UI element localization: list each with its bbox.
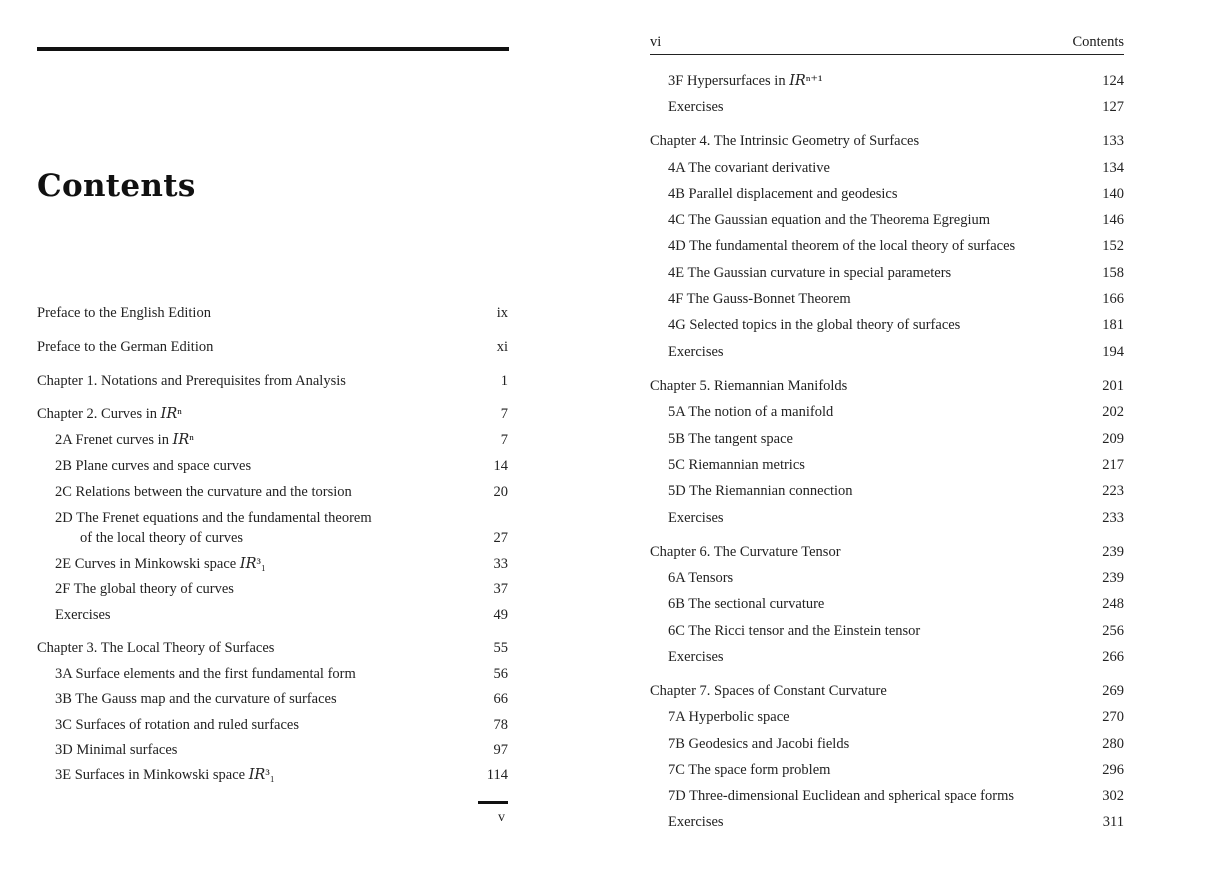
toc-entry-title: 4F The Gauss-Bonnet Theorem [668,291,851,307]
toc-entry-title: 4E The Gaussian curvature in special parameters [668,265,952,281]
toc-entry-title: 5B The tangent space [668,431,793,447]
toc-entry-title: 2E Curves in Minkowski space 𝐼𝑅³₁ [55,556,266,572]
toc-entry-title: Chapter 5. Riemannian Manifolds [650,378,848,394]
toc-entry-page: 27 [493,530,508,546]
toc-entry-title: 6A Tensors [668,570,734,586]
page-number: v [498,810,505,825]
toc-section-entry[interactable] [650,733,1124,755]
toc-entry-title: Preface to the English Edition [37,305,211,321]
toc-entry-title: Chapter 4. The Intrinsic Geometry of Surfaces [650,133,920,149]
toc-entry-title: 5A The notion of a manifold [668,404,834,420]
toc-section-entry[interactable] [650,567,1124,589]
toc-section-entry[interactable] [650,454,1124,476]
toc-entry-page: 202 [1102,404,1124,420]
toc-entry-page: 217 [1102,457,1124,473]
toc-entry-page: 166 [1102,291,1124,307]
toc-entry-page: 239 [1102,544,1124,560]
toc-entry-page: 1 [500,373,508,389]
toc-section-entry[interactable] [650,620,1124,642]
toc-entry-title: 7D Three-dimensional Euclidean and spherical space forms [668,788,1014,804]
toc-entry-title: 3C Surfaces of rotation and ruled surfaces [55,717,300,733]
toc-entry-page: 55 [493,640,508,656]
toc-entry-page: 7 [500,432,508,448]
toc-entry-title: 3E Surfaces in Minkowski space 𝐼𝑅³₁ [55,767,275,783]
toc-entry-page: 296 [1102,762,1124,778]
toc-entry-page: 209 [1102,431,1124,447]
toc-entry-page: 269 [1102,683,1124,699]
running-head [650,32,1124,55]
toc-section-entry[interactable] [37,527,508,549]
toc-entry-title: Exercises [668,510,724,526]
toc-section-entry[interactable] [650,401,1124,423]
toc-entry-title: 7C The space form problem [668,762,831,778]
toc-section-entry[interactable] [650,785,1124,807]
toc-section-entry[interactable] [37,455,508,477]
toc-section-entry[interactable] [650,314,1124,336]
toc-entry-page: 239 [1102,570,1124,586]
toc-entry-page: 114 [486,767,508,783]
toc-chapter-entry[interactable] [37,403,508,425]
toc-entry-page: 280 [1102,736,1124,752]
toc-entry-title: 4B Parallel displacement and geodesics [668,186,898,202]
toc-section-entry[interactable] [650,157,1124,179]
toc-section-entry[interactable] [650,183,1124,205]
toc-entry-page: 270 [1102,709,1124,725]
toc-entry-page: 223 [1102,483,1124,499]
toc-chapter-entry[interactable] [37,336,508,358]
toc-section-entry[interactable] [650,480,1124,502]
toc-section-entry[interactable] [37,481,508,503]
toc-section-entry[interactable] [37,604,508,626]
toc-section-entry[interactable] [650,209,1124,231]
toc-entry-title: of the local theory of curves [80,530,244,546]
toc-section-entry[interactable] [37,764,508,786]
toc-entry-title: Chapter 7. Spaces of Constant Curvature [650,683,887,699]
toc-entry-page: 233 [1102,510,1124,526]
toc-entry-title: 6C The Ricci tensor and the Einstein tensor [668,623,921,639]
toc-entry-title: 7B Geodesics and Jacobi fields [668,736,850,752]
toc-entry-title: 3D Minimal surfaces [55,742,178,758]
toc-entry-page: 146 [1102,212,1124,228]
toc-entry-page: 127 [1102,99,1124,115]
toc-section-entry[interactable] [650,341,1124,363]
toc-section-entry[interactable] [37,714,508,736]
toc-chapter-entry[interactable] [37,370,508,392]
toc-entry-page: 33 [493,556,508,572]
toc-entry-title: 4G Selected topics in the global theory of surfaces [668,317,961,333]
toc-entry-title: Exercises [668,99,724,115]
toc-section-entry[interactable] [37,688,508,710]
toc-section-entry[interactable] [650,96,1124,118]
toc-entry-page: 66 [493,691,508,707]
toc-entry-title: 4A The covariant derivative [668,160,830,176]
toc-entry-page: 134 [1102,160,1124,176]
toc-entry-page: 133 [1102,133,1124,149]
toc-section-entry[interactable] [650,646,1124,668]
folio-rule [478,801,508,804]
toc-entry-title: 3B The Gauss map and the curvature of surfaces [55,691,337,707]
running-head-title: Contents [1072,34,1124,50]
toc-entry-title: Exercises [55,607,111,623]
toc-chapter-entry[interactable] [37,637,508,659]
toc-section-entry[interactable] [37,553,508,575]
toc-entry-title: 5C Riemannian metrics [668,457,805,473]
toc-entry-title: Preface to the German Edition [37,339,214,355]
toc-section-entry[interactable] [650,235,1124,257]
toc-chapter-entry[interactable] [37,302,508,324]
toc-section-entry[interactable] [37,578,508,600]
toc-section-entry[interactable] [37,429,508,451]
toc-entry-page: 311 [1102,814,1124,830]
page-title: Contents [37,168,196,204]
toc-entry-page: 302 [1102,788,1124,804]
toc-entry-page: 56 [493,666,508,682]
toc-entry-title: Chapter 6. The Curvature Tensor [650,544,841,560]
toc-entry-page: 124 [1102,73,1124,89]
top-rule [37,47,509,51]
toc-chapter-entry[interactable] [650,375,1124,397]
toc-entry-page: 181 [1102,317,1124,333]
toc-section-entry[interactable] [37,507,508,529]
toc-section-entry[interactable] [650,507,1124,529]
toc-section-entry[interactable] [650,759,1124,781]
toc-entry-page: 152 [1102,238,1124,254]
toc-entry-page: xi [496,339,508,355]
toc-entry-page: ix [496,305,508,321]
toc-entry-title: 2A Frenet curves in 𝐼𝑅ⁿ [55,432,194,448]
toc-entry-title: Exercises [668,649,724,665]
toc-section-entry[interactable] [650,428,1124,450]
toc-chapter-entry[interactable] [650,130,1124,152]
toc-section-entry[interactable] [650,811,1124,833]
running-head-page-number: vi [650,34,662,50]
toc-entry-title: 3F Hypersurfaces in 𝐼𝑅ⁿ⁺¹ [668,73,823,89]
toc-entry-title: 6B The sectional curvature [668,596,825,612]
toc-entry-page: 140 [1102,186,1124,202]
toc-entry-title: Chapter 1. Notations and Prerequisites from Analysis [37,373,346,389]
toc-entry-title: 5D The Riemannian connection [668,483,853,499]
toc-entry-page: 158 [1102,265,1124,281]
toc-section-entry[interactable] [37,663,508,685]
toc-entry-page: 194 [1102,344,1124,360]
toc-entry-page: 14 [493,458,508,474]
toc-entry-page: 97 [493,742,508,758]
toc-entry-title: 3A Surface elements and the first fundamental form [55,666,356,682]
toc-entry-page: 248 [1102,596,1124,612]
toc-entry-title: 2C Relations between the curvature and the torsion [55,484,352,500]
toc-entry-page: 37 [493,581,508,597]
toc-entry-page: 78 [493,717,508,733]
toc-entry-page: 7 [500,406,508,422]
toc-chapter-entry[interactable] [650,541,1124,563]
toc-entry-page: 266 [1102,649,1124,665]
toc-entry-title: 2B Plane curves and space curves [55,458,252,474]
toc-entry-page: 20 [493,484,508,500]
toc-section-entry[interactable] [37,739,508,761]
toc-entry-page: 256 [1102,623,1124,639]
toc-section-entry[interactable] [650,70,1124,92]
toc-entry-title: 4D The fundamental theorem of the local theory of surfaces [668,238,1016,254]
toc-entry-title: Chapter 2. Curves in 𝐼𝑅ⁿ [37,406,182,422]
toc-entry-page: 49 [493,607,508,623]
toc-entry-page: 201 [1102,378,1124,394]
toc-entry-title: Exercises [668,344,724,360]
toc-chapter-entry[interactable] [650,680,1124,702]
toc-entry-title: 4C The Gaussian equation and the Theorema Egregium [668,212,991,228]
toc-entry-title: 2F The global theory of curves [55,581,234,597]
toc-section-entry[interactable] [650,706,1124,728]
toc-section-entry[interactable] [650,262,1124,284]
toc-section-entry[interactable] [650,288,1124,310]
toc-entry-title: Chapter 3. The Local Theory of Surfaces [37,640,275,656]
toc-section-entry[interactable] [650,593,1124,615]
toc-entry-title: 2D The Frenet equations and the fundamental theorem [55,510,372,526]
toc-entry-title: Exercises [668,814,724,830]
toc-entry-title: 7A Hyperbolic space [668,709,790,725]
